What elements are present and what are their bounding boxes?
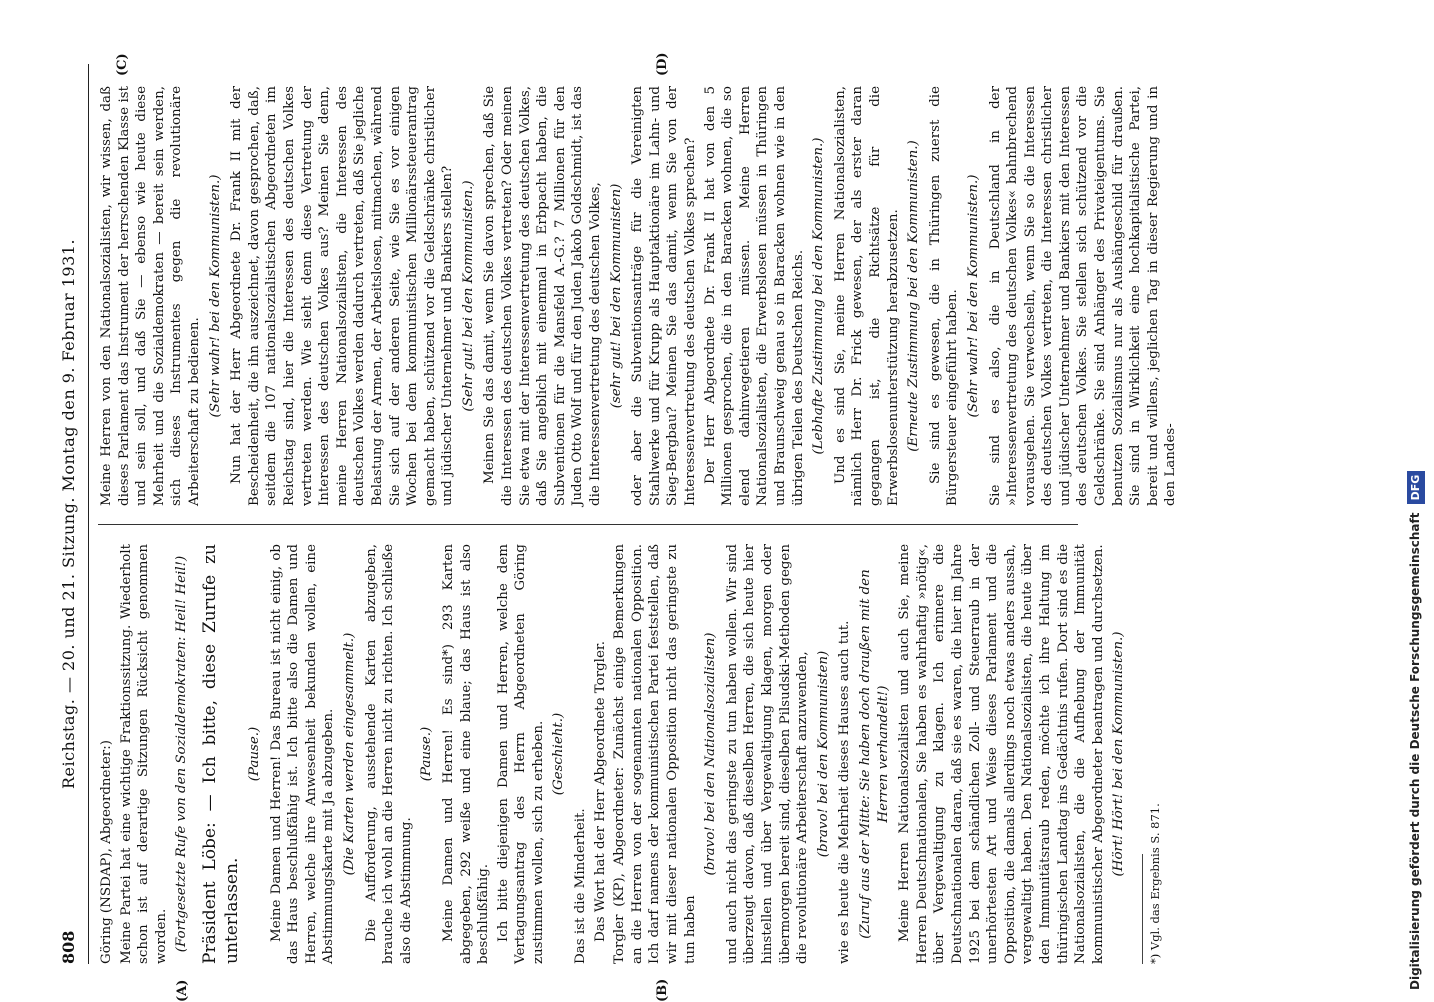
- paragraph: und auch nicht das geringste zu tun haben wollen. Wir sind überzeugt davon, daß dieselben Herren, die sich heute hier hinstellen und über Vergewaltigung klagen, morgen oder übermorgen bereit sind, dieselben Pilsudski-Methoden gegen die revolutionäre Arbeiterschaft anzuwenden,: [724, 544, 811, 964]
- paragraph: Meine Herren von den Nationalsozialisten, wir wissen, daß dieses Parlament das Instrument der herrschenden Klasse ist und sein soll, und daß Sie — ebenso wie heute diese Mehrheit und die Sozialdemokraten — bereit sein werden, sich dieses Instrumentes gegen die revolutionäre Arbeiterschaft zu bedienen.: [99, 86, 202, 506]
- paragraph: Torgler (KP), Abgeordneter: Zunächst einige Bemerkungen an die Herren von der sogenannten nationalen Opposition. Ich darf namens der kommunistischen Partei feststellen, daß wir mit dieser nationalen Opposition nicht das geringste zu tun haben: [612, 544, 698, 964]
- interjection: (Erneute Zustimmung bei den Kommunisten.): [906, 140, 922, 452]
- left-column: [98, 544, 1166, 964]
- paragraph: Die Aufforderung, ausstehende Karten abzugeben, brauche ich wohl an die Herren nicht zu richten. Ich schließe also die Abstimmung.: [363, 544, 414, 964]
- page-header: [54, 64, 84, 964]
- margin-marker-c: (C): [115, 53, 130, 76]
- paragraph: Meine Damen und Herren! Das Bureau ist nicht einig, ob das Haus beschlußfähig ist. Ich bitte also die Damen und Herren, welche ihre Anwesenheit bekunden wollen, eine Abstimmungskarte mit Ja abzugeben.: [268, 544, 337, 964]
- paragraph: Meinen Sie das damit, wenn Sie davon sprechen, daß Sie die Interessen des deutschen Volkes vertreten? Oder meinen Sie etwa mit der Interessenvertretung des deutschen Volkes, daß Sie angeblich mit einemmal in Erbpacht haben, die Subventionen für die Mansfeld A.-G.? 7 Millionen für den Juden Otto Wolf und für den Juden Jakob Goldschmidt, ist das die Interessenvertretung des deutschen Volkes,: [482, 86, 604, 506]
- paragraph: wie es heute die Mehrheit dieses Hauses auch tut.: [837, 620, 853, 964]
- dfg-logo: DFG: [1407, 471, 1425, 505]
- margin-marker-a: (A): [175, 979, 190, 1002]
- interjection: (Zuruf aus der Mitte: Sie haben doch draußen mit den Herren verhandelt!): [857, 569, 891, 939]
- side-credit-text: Digitalisierung gefördert durch die Deutsche Forschungsgemeinschaft: [1408, 512, 1422, 990]
- paragraph: Der Herr Abgeordnete Dr. Frank II hat von den 5 Millionen gesprochen, die in den Baracken wohnen, die so elend dahinvegetieren müssen. Meine Herren Nationalsozialisten, die Erwerbslosen müssen in Thüringen und Braunschweig genau so in Baracken wohnen wie in den übrigen Teilen des Deutschen Reichs.: [702, 86, 806, 506]
- right-column: [98, 86, 1182, 506]
- page-number: 808: [59, 930, 78, 964]
- paragraph: Meine Partei hat eine wichtige Fraktionssitzung. Wiederholt schon ist auf derartige Sitzungen Rücksicht genommen worden.: [118, 544, 169, 964]
- interjection: (Fortgesetzte Rufe von den Sozialdemokraten: Heil! Heil!): [174, 555, 190, 953]
- margin-marker-d: (D): [655, 52, 670, 76]
- paragraph: Meine Herren Nationalsozialisten und auch Sie, meine Herren Deutschnationalen, Sie haben es wahrhaftig »nötig«, über Vergewaltigung zu klagen. Ich erinnere die Deutschnationalen daran, daß sie es waren, die hier im Jahre 1925 bei dem schändlichen Zoll- und Steuerraub in der unerhörtesten Art und Weise dieses Parlament und die Opposition, die damals allerdings noch etwas anders aussah, vergewaltigt haben. Den Nationalsozialisten, die heute über den Immunitätsraub reden, möchte ich ihre Haltung im thüringischen Landtag ins Gedächtnis rufen. Dort sind es die Nationalsozialisten, die die Aufhebung der Immunität kommunistischer Abgeordneter beantragen und durchsetzen.: [897, 544, 1106, 964]
- paragraph: Nun hat der Herr Abgeordnete Dr. Frank II mit der Bescheidenheit, die ihn auszeichnet, davon gesprochen, daß, seitdem die 107 nationalsozialistischen Abgeordneten im Reichstag sind, hier die Interessen des deutschen Volkes vertreten werden. Wie sieht denn diese Vertretung der Interessen des deutschen Volkes aus? Meinen Sie denn, meine Herren Nationalsozialisten, die Interessen des deutschen Volkes werden dadurch vertreten, daß Sie jegliche Belastung der Armen, der Arbeitslosen, mitmachen, während Sie sich auf der anderen Seite, wie Sie es vor einigen Wochen bei dem kommunistischen Millionärssteuerantrag gemacht haben, schützend vor die Geldschränke christlicher und jüdischer Unternehmer und Bankiers stellen?: [229, 86, 456, 506]
- interjection: (bravo! bei den Kommunisten): [815, 650, 831, 858]
- page-title: Reichstag. — 20. und 21. Sitzung. Montag den 9. Februar 1931.: [59, 238, 78, 790]
- paragraph: Präsident Löbe: — Ich bitte, diese Zurufe zu unterlassen.: [199, 544, 242, 964]
- interjection: (Hört! Hört! bei den Kommunisten.): [1111, 631, 1127, 877]
- interjection: (Pause.): [246, 726, 262, 782]
- paragraph: Das ist die Minderheit.: [573, 808, 589, 964]
- paragraph: oder aber die Subventionsanträge für die Vereinigten Stahlwerke und für Krupp als Hauptaktionäre im Lahn- und Sieg-Bergbau? Meinen Sie das damit, wenn Sie von der Interessenvertretung des deutschen Volkes sprechen?: [630, 86, 698, 506]
- interjection: (Pause.): [419, 726, 435, 782]
- paragraph: Und es sind Sie, meine Herren Nationalsozialisten, nämlich Herr Dr. Frick gewesen, der als erster daran gegangen ist, die Richtsätze für die Erwerbslosenunterstützung herabzusetzen.: [832, 86, 901, 506]
- footnote-rule: [1142, 854, 1143, 964]
- column-divider: [98, 524, 1078, 525]
- paragraph: Meine Damen und Herren! Es sind*) 293 Karten abgegeben, 292 weiße und eine blaue; das Haus ist also beschlußfähig.: [440, 544, 492, 964]
- interjection: (Sehr wahr! bei den Kommunisten.): [965, 174, 981, 418]
- interjection: (Lebhafte Zustimmung bei den Kommunisten.): [811, 137, 827, 455]
- interjection: (sehr gut! bei den Kommunisten): [608, 183, 624, 409]
- paragraph: Ich bitte diejenigen Damen und Herren, welche dem Vertagungsantrag des Herrn Abgeordneten Göring zustimmen wollen, sich zu erheben.: [495, 544, 546, 964]
- rotated-scan-page: [54, 52, 1179, 1002]
- interjection: (Sehr wahr! bei den Kommunisten.): [207, 174, 223, 418]
- interjection: (bravo! bei den Nationalsozialisten): [703, 632, 719, 876]
- header-rule: [88, 64, 89, 964]
- interjection: (Geschieht.): [551, 712, 567, 796]
- paragraph: Sie sind es also, die in Deutschland in der »Interessenvertretung des deutschen Volkes« bahnbrechend vorausgehen. Sie verwechseln, wenn Sie so die Interessen des deutschen Volkes vertreten, die Interessen christlicher und jüdischer Unternehmer und Bankiers mit den Interessen des deutschen Volkes. Sie stellen sich schützend vor die Geldschränke. Sie sind Anhänger des Privateigentums. Sie benutzen Sozialismus nur als Aushängeschild für draußen. Sie sind in Wirklichkeit eine hochkapitalistische Partei, bereit und willens, jeglichen Tag in dieser Regierung und in den Landes-: [987, 86, 1179, 506]
- interjection: (Sehr gut! bei den Kommunisten.): [460, 180, 476, 412]
- footnote: *) Vgl. das Ergebnis S. 871.: [1147, 803, 1162, 964]
- interjection: (Die Karten werden eingesammelt.): [341, 632, 357, 876]
- paragraph: Göring (NSDAP), Abgeordneter:): [99, 740, 114, 964]
- paragraph: Sie sind es gewesen, die in Thüringen zuerst die Bürgersteuer eingeführt haben.: [927, 86, 961, 506]
- side-credit: [1403, 10, 1427, 990]
- margin-marker-b: (B): [655, 978, 670, 1002]
- paragraph: Das Wort hat der Herr Abgeordnete Torgler.: [592, 640, 608, 942]
